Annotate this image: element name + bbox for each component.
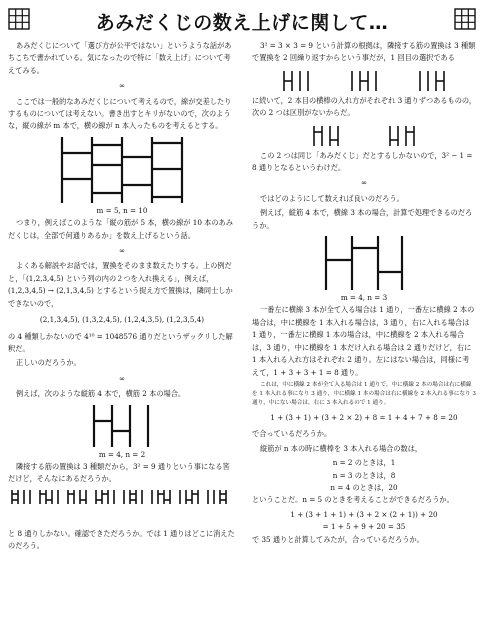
paragraph: ということだ。n = 5 のときを考えることができるだろうか。 [252,495,454,505]
equation: = 1 + 5 + 9 + 20 = 35 [322,522,406,532]
amidakuji-figure-m5-n10 [57,135,187,205]
amidakuji-figure-m4-n3 [322,234,406,292]
header [0,0,484,40]
separator: ∞ [119,246,125,256]
grid-icon [454,8,476,30]
amidakuji-figure-m4-n2 [90,403,154,449]
case-n3: n = 3 のときは，8 [332,470,396,480]
figure-caption: m = 4, n = 2 [98,449,146,459]
paragraph: で 35 通りと計算してみたが，合っているだろうか。 [252,534,424,544]
figure-caption: m = 4, n = 3 [340,293,388,303]
paragraph: 縦筋が n 本の時に横棒を 3 本入れる場合の数は， [260,443,423,453]
case-n4: n = 4 のときは，20 [330,482,398,492]
paragraph: ではどのようにして数えれば良いのだろう。 [260,193,404,203]
figure-caption: m = 5, n = 10 [96,205,148,215]
paragraph: 例えば，次のような縦筋 4 本で，横筋 2 本の場合。 [16,389,186,399]
paragraph: よくある解説やお話では，置換をそのまま数えたりする。上の例だと，「(1,2,3,4,5) という列の内の２つを入れ換える」，例えば，(1,2,3,4,5) → (2,1,3,4,5) とするという捉え方で置換は，隣同士しかできないので， [8,261,233,308]
paragraph: 正しいのだろうか。 [16,358,81,368]
paragraph: と 8 通りしかない。確認できただろうか。では 1 通りはどこに消えたのだろう。 [8,528,235,551]
paragraph: で合っているだろうか。 [252,429,332,439]
paragraph: に続いて，2 本目の横棒の入れ方がそれぞれ 3 通りずつあるものの，次の 2 つは区別がないからだ。 [252,95,477,118]
page-title: あみだくじの数え上げに関して… [95,12,389,34]
separator: ∞ [361,178,367,188]
amidakuji-variants-figure [10,488,234,528]
separator: ∞ [119,81,125,91]
paragraph: 例えば，縦筋 4 本で，横線 3 本の場合，計算で処理できるのだろうか。 [252,208,473,230]
equation: 1 + (3 + 1) + (3 + 2 × 2) + 8 = 1 + 4 + 7 + 8 = 20 [270,412,458,422]
permutation-list: (2,1,3,4,5), (1,3,2,4,5), (1,2,4,3,5), (1,2,3,5,4) [39,315,205,325]
paragraph: 3² = 3 × 3 = 9 という計算の根拠は，隣接する筋の置換は 3 種類で置換を 2 回繰り返すからという事だが，1 回目の選択である [252,41,476,63]
indistinguishable-pair-figure [294,122,434,150]
equation: 1 + (3 + 1 + 1) + (3 + 2 × (2 + 1)) + 20 [290,509,438,519]
case-n2: n = 2 のときは，1 [332,458,396,468]
paragraph: 隣接する筋の置換は 3 種類だから，3² = 9 通りという事になる筈だけど，そんなにあるだろうか。 [8,461,230,484]
separator: ∞ [119,373,125,383]
right-column [252,40,476,548]
footnote: これは，中に横線 2 本が全て入る場合は 1 通りで，中に横線 2 本の場合は右に横線を 1 本入れる事になり 3 通り，中に横線 1 本の場合は右に横線を 2 本入れる事になり 3 通り，中にない場合は，右に 3 本入れるので 1 通り。 [252,381,476,406]
paragraph: つまり，例えばこのような「縦の筋が 5 本，横の線が 10 本のあみだくじは，全部で何通りあるか」を数え上げるという話。 [8,218,233,240]
first-choice-figure [264,67,464,95]
paragraph: あみだくじについて「選び方が公平ではない」というような話があちこちで書かれている。気になったので特に「数え上げ」について考えてみる。 [8,41,232,75]
paragraph: ここでは一般的なあみだくじについて考えるので，線が交差したりするものについては考えない。書き出すとキリがないので，次のような，縦の線が m 本で，横の線が n 本入ったものを考えるとする。 [8,96,232,131]
paragraph: 一番左に横線 3 本が全て入る場合は 1 通り，一番左に横線 2 本の場合は，中に横線を 1 本入れる場合は，3 通り，右に入れる場合は 1 通り，一番左に横線 1 本の場合は，中に横線を 2 本入れる場合は，3 通り，中に横線を 1 本だけ入れる場合は 2 通りだけど，右に 1 本入れる入れ方はそれぞれ 2 通り。左にはない場合は，同様に考えて，1 + 3 + 3 + 1 = 8 通り。 [252,305,475,377]
paragraph: この 2 つは同じ「あみだくじ」だとするしかないので，3² − 1 = 8 通りとなるというわけだ。 [252,150,473,173]
paragraph: の 4 種類しかないので 4¹⁰ = 1048576 通りだというザックリした解釈だ。 [8,331,233,353]
grid-icon [8,8,30,30]
left-column [8,40,236,555]
